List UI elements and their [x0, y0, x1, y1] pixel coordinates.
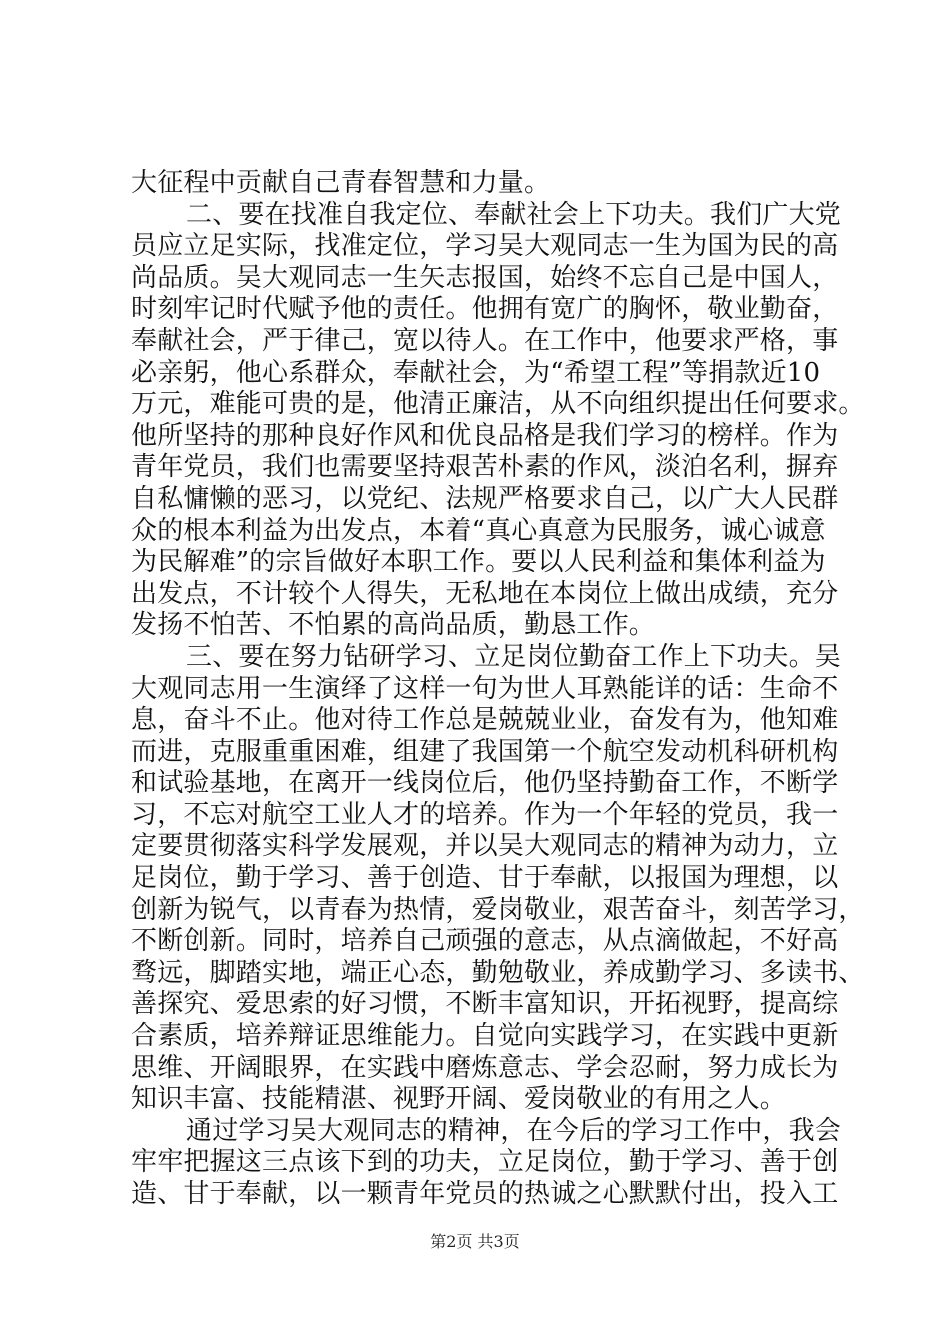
text-line: 而进，克服重重困难，组建了我国第一个航空发动机科研机构 — [131, 736, 839, 767]
text-line: 众的根本利益为出发点，本着“真心真意为民服务，诚心诚意 — [131, 515, 826, 546]
text-line: 善探究、爱思索的好习惯，不断丰富知识，开拓视野，提高综 — [131, 989, 839, 1020]
text-line: 牢牢把握这三点该下到的功夫，立足岗位，勤于学习、善于创 — [131, 1147, 839, 1178]
text-line: 青年党员，我们也需要坚持艰苦朴素的作风，淡泊名利，摒弃 — [131, 452, 839, 483]
text-line: 万元，难能可贵的是，他清正廉洁，从不向组织提出任何要求。 — [131, 389, 865, 420]
text-line: 出发点，不计较个人得失，无私地在本岗位上做出成绩，充分 — [131, 578, 839, 609]
text-line: 为民解难”的宗旨做好本职工作。要以人民利益和集体利益为 — [131, 547, 826, 578]
text-line: 知识丰富、技能精湛、视野开阔、爱岗敬业的有用之人。 — [131, 1084, 787, 1115]
page-number: 第2页 共3页 — [430, 1232, 520, 1251]
text-line: 不断创新。同时，培养自己顽强的意志，从点滴做起，不好高 — [131, 926, 839, 957]
text-line: 和试验基地，在离开一线岗位后，他仍坚持勤奋工作，不断学 — [131, 768, 839, 799]
text-line: 大征程中贡献自己青春智慧和力量。 — [131, 168, 551, 198]
text-line: 通过学习吴大观同志的精神，在今后的学习工作中，我会 — [186, 1115, 842, 1146]
text-line: 尚品质。吴大观同志一生矢志报国，始终不忘自己是中国人， — [131, 262, 839, 293]
text-line: 骛远，脚踏实地，端正心态，勤勉敬业，养成勤学习、多读书、 — [131, 957, 865, 988]
text-line: 发扬不怕苦、不怕累的高尚品质，勤恳工作。 — [131, 610, 656, 641]
text-line: 员应立足实际，找准定位，学习吴大观同志一生为国为民的高 — [131, 231, 839, 262]
text-line: 他所坚持的那种良好作风和优良品格是我们学习的榜样。作为 — [131, 420, 839, 451]
text-line: 自私慵懒的恶习，以党纪、法规严格要求自己，以广大人民群 — [131, 483, 839, 514]
text-line: 奉献社会，严于律己，宽以待人。在工作中，他要求严格，事 — [131, 325, 839, 356]
text-line: 息，奋斗不止。他对待工作总是兢兢业业，奋发有为，他知难 — [131, 705, 839, 736]
body-text — [131, 168, 865, 1211]
text-line: 创新为锐气，以青春为热情，爱岗敬业，艰苦奋斗，刻苦学习， — [131, 894, 865, 925]
text-line: 足岗位，勤于学习、善于创造、甘于奉献，以报国为理想，以 — [131, 863, 839, 894]
text-line: 三、要在努力钻研学习、立足岗位勤奋工作上下功夫。吴 — [186, 641, 842, 672]
text-line: 合素质，培养辩证思维能力。自觉向实践学习，在实践中更新 — [131, 1021, 839, 1052]
text-line: 二、要在找准自我定位、奉献社会上下功夫。我们广大党 — [186, 199, 842, 230]
text-line: 习，不忘对航空工业人才的培养。作为一个年轻的党员，我一 — [131, 799, 839, 830]
text-line: 思维、开阔眼界，在实践中磨炼意志、学会忍耐，努力成长为 — [131, 1052, 839, 1083]
text-line: 大观同志用一生演绎了这样一句为世人耳熟能详的话：生命不 — [131, 673, 839, 704]
text-line: 时刻牢记时代赋予他的责任。他拥有宽广的胸怀，敬业勤奋， — [131, 294, 839, 325]
text-line: 必亲躬，他心系群众，奉献社会，为“希望工程”等捐款近10 — [131, 357, 821, 388]
text-line: 造、甘于奉献，以一颗青年党员的热诚之心默默付出，投入工 — [131, 1179, 839, 1209]
text-line: 定要贯彻落实科学发展观，并以吴大观同志的精神为动力，立 — [131, 831, 839, 862]
